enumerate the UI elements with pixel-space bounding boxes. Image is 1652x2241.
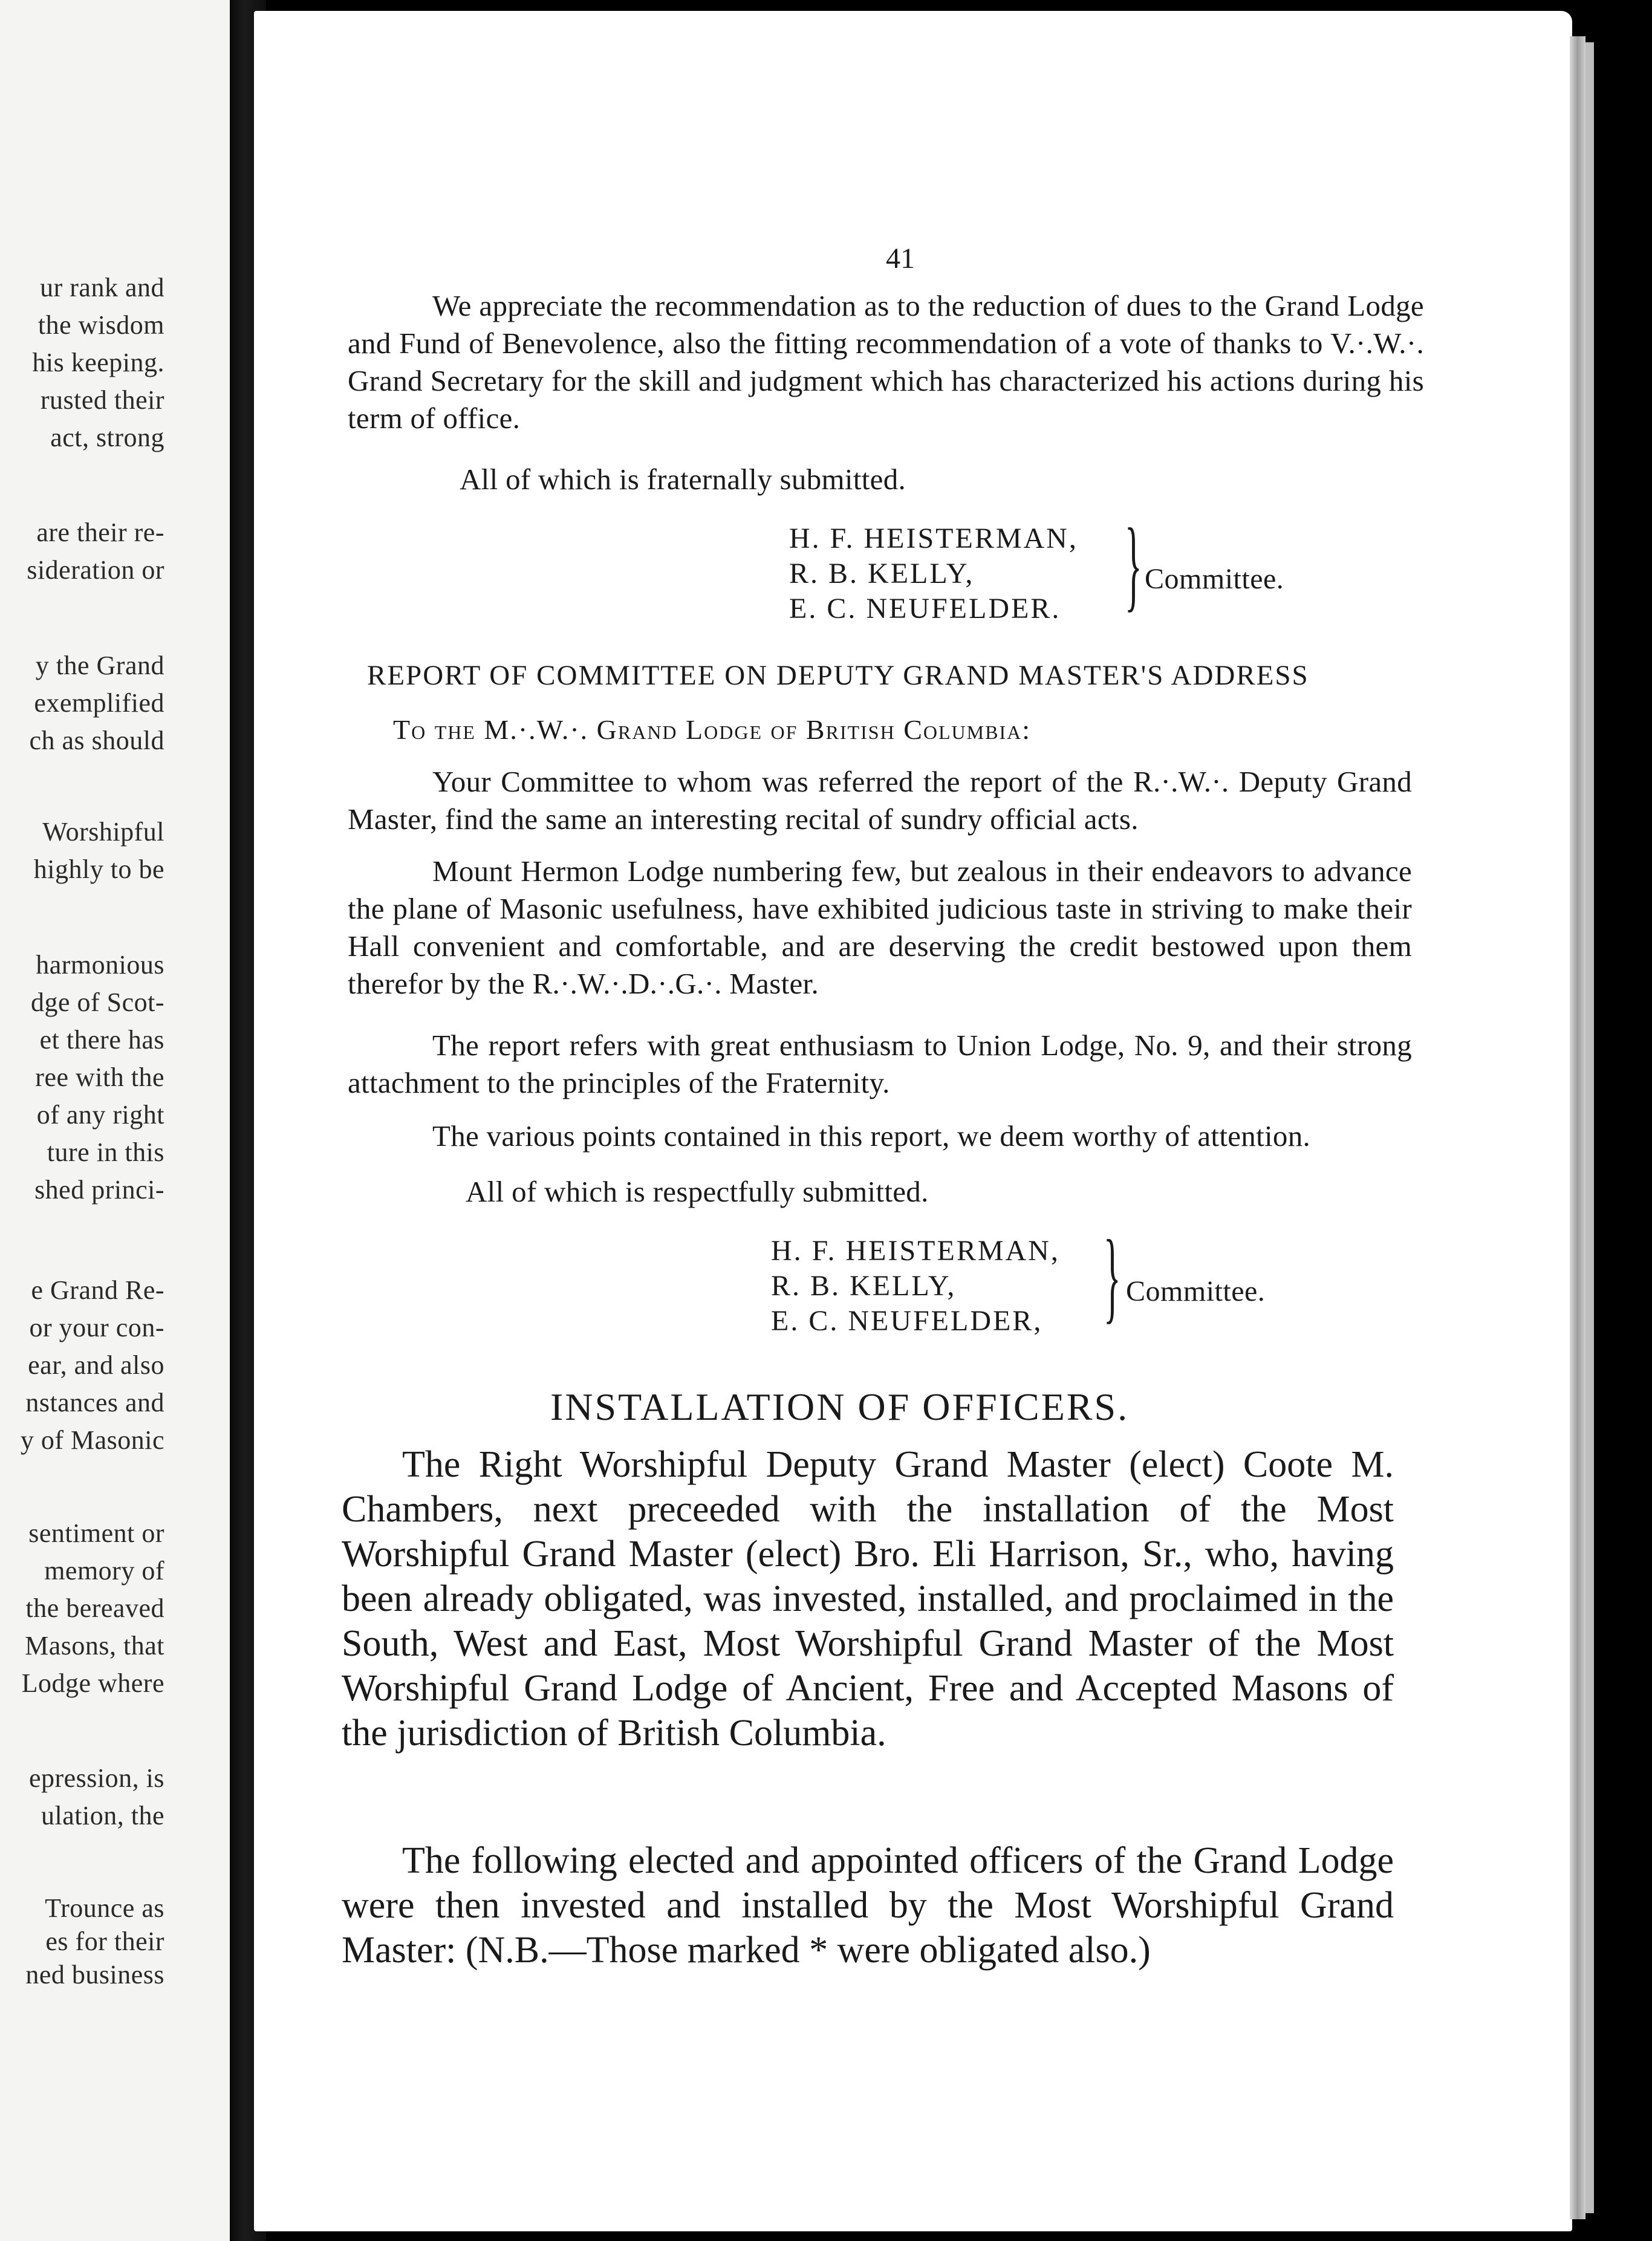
brace-icon: } (1104, 1219, 1121, 1333)
left-page-fragment: nstances and (25, 1388, 164, 1417)
left-page-fragment: shed princi- (34, 1175, 164, 1205)
left-page-fragment: ur rank and (40, 273, 164, 302)
signature-name: H. F. HEISTERMAN, (789, 522, 1078, 555)
paragraph-union-lodge: The report refers with great enthusiasm to Union Lodge, No. 9, and their strong attachment to the principles of the Fraternity. (348, 1029, 1412, 1099)
left-page-fragment: ulation, the (41, 1801, 164, 1830)
signature-name: R. B. KELLY, (789, 558, 975, 590)
left-page-fragment: epression, is (28, 1763, 164, 1793)
committee-label-1: Committee. (1145, 563, 1284, 595)
left-facing-page (0, 0, 230, 2241)
left-page-fragment: the bereaved (25, 1593, 164, 1623)
left-page-fragment: ear, and also (28, 1350, 164, 1380)
left-page-fragment: ch as should (29, 726, 164, 755)
left-page-fragment: rusted their (40, 385, 164, 415)
signature-name: E. C. NEUFELDER. (789, 593, 1061, 625)
left-page-fragment: highly to be (33, 854, 164, 884)
left-page-fragment: ned business (25, 1960, 164, 1989)
closing-respectfully: All of which is respectfully submitted. (466, 1175, 929, 1208)
paragraph-appreciation: We appreciate the recommendation as to the reduction of dues to the Grand Lodge and Fund of Benevolence, also the fitting recommendation of a vote of thanks to V.·.W.·. Grand Secretary for the skill and judgment which has characterized his actions during his term of office. (348, 289, 1424, 435)
left-page-fragment: y the Grand (35, 651, 164, 680)
left-page-fragment: Worshipful (42, 817, 164, 847)
left-page-fragment: or your con- (29, 1313, 164, 1342)
left-page-fragment: y of Masonic (20, 1425, 164, 1455)
installation-heading: INSTALLATION OF OFFICERS. (550, 1385, 1130, 1428)
left-page-fragment: act, strong (50, 423, 164, 452)
paragraph-committee-referral: Your Committee to whom was referred the report of the R.·.W.·. Deputy Grand Master, find the same an interesting recital of sundry official acts. (348, 765, 1412, 836)
left-page-fragment: ree with the (35, 1062, 164, 1092)
left-page-fragment: harmonious (36, 950, 164, 980)
left-page-fragment: Masons, that (25, 1631, 164, 1660)
left-page-fragment: e Grand Re- (31, 1275, 164, 1305)
brace-icon: } (1125, 507, 1142, 621)
closing-fraternally: All of which is fraternally submitted. (460, 463, 906, 496)
signature-name: H. F. HEISTERMAN, (771, 1235, 1060, 1267)
left-page-fragment: dge of Scot- (30, 987, 164, 1017)
paragraph-officers: The following elected and appointed officers of the Grand Lodge were then invested and installed by the Most Worshipful Grand Master: (N.B.—Those marked * were obligated also.) (342, 1840, 1394, 1971)
paragraph-various-points: The various points contained in this report, we deem worthy of attention. (432, 1119, 1311, 1153)
left-page-fragment: of any right (36, 1100, 164, 1130)
left-page-fragment: ture in this (47, 1137, 164, 1167)
page-number: 41 (886, 242, 915, 275)
left-page-fragment: the wisdom (37, 310, 164, 340)
page-edge-shadow (1585, 42, 1594, 2213)
signature-name: E. C. NEUFELDER, (771, 1305, 1043, 1337)
left-page-fragment: memory of (44, 1556, 164, 1586)
left-page-fragment: exemplified (34, 688, 164, 718)
left-page-fragment: et there has (39, 1025, 164, 1055)
left-page-fragment: are their re- (36, 518, 164, 547)
left-page-fragment: his keeping. (32, 348, 164, 377)
paragraph-mount-hermon: Mount Hermon Lodge numbering few, but zealous in their endeavors to advance the plane of Masonic usefulness, have exhibited judicious taste in striving to make their Hall convenient and comfortable, and are deserving the credit bestowed upon them therefor by the R.·.W.·.D.·.G.·. Master. (348, 854, 1412, 1000)
page-edge (1570, 36, 1585, 2219)
report-heading: REPORT OF COMMITTEE ON DEPUTY GRAND MASTER'S ADDRESS (367, 660, 1309, 691)
committee-signatures-2 (771, 1234, 1060, 1339)
signature-name: R. B. KELLY, (771, 1270, 957, 1302)
paragraph-installation: The Right Worshipful Deputy Grand Master (elect) Coote M. Chambers, next preceeded with the installation of the Most Worshipful Grand Master (elect) Bro. Eli Harrison, Sr., who, having been already obligated, was invested, installed, and proclaimed in the South, West and East, Most Worshipful Grand Master of the Most Worshipful Grand Lodge of Ancient, Free and Accepted Masons of the jurisdiction of British Columbia. (342, 1444, 1394, 1754)
committee-label-2: Committee. (1126, 1275, 1266, 1307)
left-page-fragment: Trounce as (45, 1893, 164, 1923)
left-page-fragment: Lodge where (21, 1668, 164, 1698)
left-page-fragment: sideration or (27, 555, 164, 585)
salutation: To the M.·.W.·. Grand Lodge of British Columbia: (393, 714, 1031, 745)
committee-signatures-1 (789, 521, 1078, 626)
left-page-fragment: es for their (45, 1927, 164, 1956)
left-page-fragment: sentiment or (28, 1518, 164, 1548)
